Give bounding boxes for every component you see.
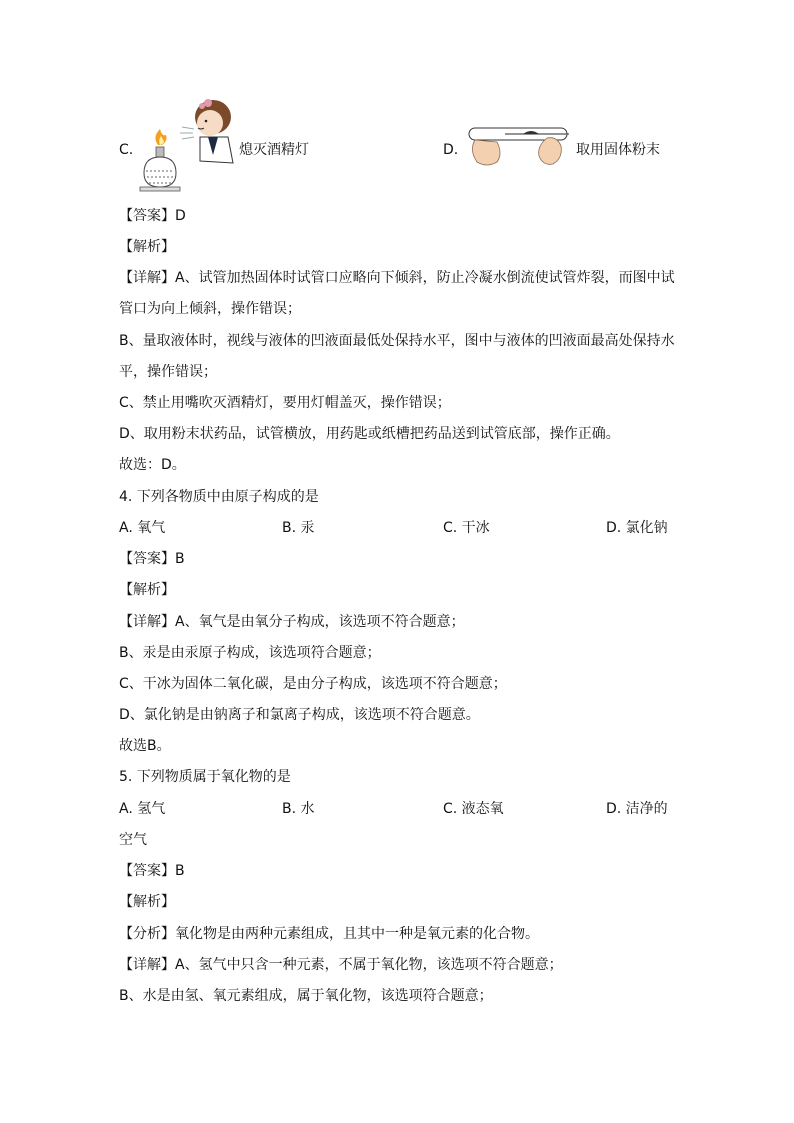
q4-detail-4: D、氯化钠是由钠离子和氯离子构成，该选项不符合题意。 bbox=[119, 707, 480, 723]
q4-conclusion: 故选B。 bbox=[119, 738, 171, 754]
q3-detail-3: C、禁止用嘴吹灭酒精灯，要用灯帽盖灭，操作错误； bbox=[119, 395, 451, 411]
q4-option-b: B. 汞 bbox=[282, 520, 315, 536]
q4-option-a: A. 氧气 bbox=[119, 520, 166, 536]
option-d-caption: 取用固体粉末 bbox=[576, 142, 660, 158]
q4-analysis-heading: 【解析】 bbox=[119, 582, 175, 598]
q3-answer: 【答案】D bbox=[119, 208, 186, 224]
q5-option-d: D. 洁净的 bbox=[606, 801, 668, 817]
q3-analysis-heading: 【解析】 bbox=[119, 239, 175, 255]
option-d-label: D. bbox=[443, 142, 459, 158]
q3-detail-1b: 管口为向上倾斜，操作错误； bbox=[119, 301, 301, 317]
q4-answer: 【答案】B bbox=[119, 551, 185, 567]
q4-detail-1: 【详解】A、氧气是由氧分子构成，该选项不符合题意； bbox=[119, 614, 465, 630]
q4-option-c: C. 干冰 bbox=[443, 520, 490, 536]
q3-conclusion: 故选：D。 bbox=[119, 457, 186, 473]
q4-detail-2: B、汞是由汞原子构成，该选项符合题意； bbox=[119, 645, 381, 661]
q3-detail-1a: 【详解】A、试管加热固体时试管口应略向下倾斜，防止冷凝水倒流使试管炸裂，而图中试 bbox=[119, 270, 675, 286]
q4-option-d: D. 氯化钠 bbox=[606, 520, 668, 536]
q5-option-d-continued: 空气 bbox=[119, 832, 147, 848]
q4-question: 4. 下列各物质中由原子构成的是 bbox=[119, 489, 319, 505]
q5-option-c: C. 液态氧 bbox=[443, 801, 504, 817]
extinguish-lamp-illustration bbox=[138, 95, 238, 200]
take-powder-illustration bbox=[465, 120, 575, 172]
q3-detail-2a: B、量取液体时，视线与液体的凹液面最低处保持水平，图中与液体的凹液面最高处保持水 bbox=[119, 333, 675, 349]
q3-detail-2b: 平，操作错误； bbox=[119, 364, 217, 380]
q5-question: 5. 下列物质属于氧化物的是 bbox=[119, 769, 291, 785]
q5-answer: 【答案】B bbox=[119, 863, 185, 879]
q5-option-b: B. 水 bbox=[282, 801, 315, 817]
q5-analysis-heading: 【解析】 bbox=[119, 894, 175, 910]
q4-detail-3: C、干冰为固体二氧化碳，是由分子构成，该选项不符合题意； bbox=[119, 676, 507, 692]
option-c-label: C. bbox=[119, 142, 134, 158]
q5-detail-1: 【详解】A、氢气中只含一种元素，不属于氧化物，该选项不符合题意； bbox=[119, 957, 563, 973]
q3-detail-4: D、取用粉末状药品，试管横放，用药匙或纸槽把药品送到试管底部，操作正确。 bbox=[119, 426, 620, 442]
q5-option-a: A. 氢气 bbox=[119, 801, 166, 817]
option-c-caption: 熄灭酒精灯 bbox=[239, 142, 309, 158]
q5-analysis-note: 【分析】氧化物是由两种元素组成，且其中一种是氧元素的化合物。 bbox=[119, 926, 539, 942]
q5-detail-2: B、水是由氢、氧元素组成，属于氧化物，该选项符合题意； bbox=[119, 988, 493, 1004]
